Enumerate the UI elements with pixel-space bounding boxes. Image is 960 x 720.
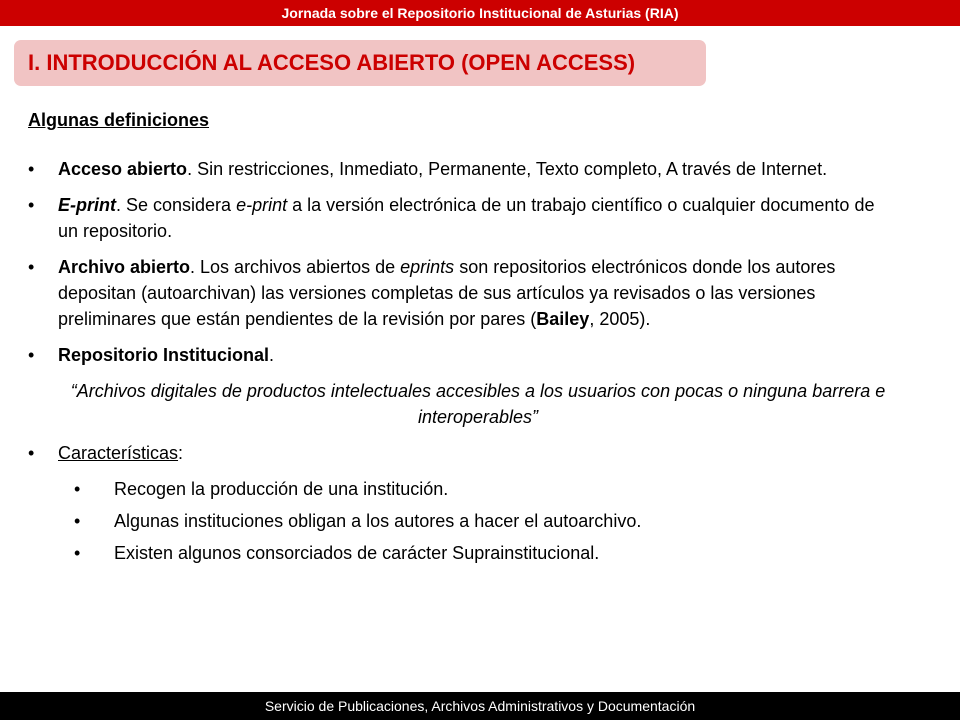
top-banner: Jornada sobre el Repositorio Institucional de Asturias (RIA) xyxy=(0,0,960,26)
list-item xyxy=(28,156,898,182)
sub-list-item xyxy=(28,540,898,566)
item-term: Repositorio Institucional xyxy=(58,345,270,365)
characteristics-label: Características xyxy=(58,443,179,463)
item-text: . Se considera xyxy=(116,195,237,215)
bullet: • xyxy=(28,443,35,463)
bullet: • xyxy=(28,257,35,277)
characteristics-suffix: : xyxy=(178,443,184,463)
item-term: Acceso abierto xyxy=(58,159,188,179)
item-term: Archivo abierto xyxy=(58,257,191,277)
bullet: • xyxy=(74,479,81,499)
footer-banner: Servicio de Publicaciones, Archivos Administrativos y Documentación xyxy=(0,692,960,720)
item-bold-text: Bailey xyxy=(536,309,590,329)
bullet: • xyxy=(28,345,35,365)
content-heading: Algunas definiciones xyxy=(28,110,210,130)
item-text: a la versión electrónica de un trabajo científico o cualquier documento de un repositorio. xyxy=(58,195,875,241)
sub-item-text: Algunas instituciones obligan a los autores a hacer el autoarchivo. xyxy=(114,511,642,531)
definition-quote: “Archivos digitales de productos intelectuales accesibles a los usuarios con pocas o ninguna barrera e interoperables” xyxy=(70,381,886,427)
item-italic-text: eprints xyxy=(400,257,455,277)
sub-list-item xyxy=(28,508,898,534)
sub-list-item xyxy=(28,476,898,502)
bullet: • xyxy=(28,195,35,215)
bullet: • xyxy=(74,543,81,563)
list-item xyxy=(28,342,898,368)
item-italic-text: e-print xyxy=(236,195,288,215)
bullet: • xyxy=(74,511,81,531)
content-body xyxy=(28,156,898,572)
item-text: . xyxy=(269,345,275,365)
sub-item-text: Recogen la producción de una institución. xyxy=(114,479,449,499)
bullet: • xyxy=(28,159,35,179)
list-item xyxy=(28,192,898,244)
item-term: E-print xyxy=(58,195,116,215)
list-item xyxy=(28,254,898,332)
section-title: I. INTRODUCCIÓN AL ACCESO ABIERTO (OPEN ACCESS) xyxy=(14,40,706,86)
list-item xyxy=(28,440,898,466)
item-text: son repositorios electrónicos donde los autores depositan (autoarchivan) las versiones completas de sus artículos ya revisados o las versiones preliminares que están pendientes de la revisión por pares ( xyxy=(58,257,836,329)
item-text: . Los archivos abiertos de xyxy=(190,257,401,277)
item-text: , 2005). xyxy=(589,309,651,329)
sub-item-text: Existen algunos consorciados de carácter Suprainstitucional. xyxy=(114,543,600,563)
item-text: . Sin restricciones, Inmediato, Permanente, Texto completo, A través de Internet. xyxy=(187,159,828,179)
